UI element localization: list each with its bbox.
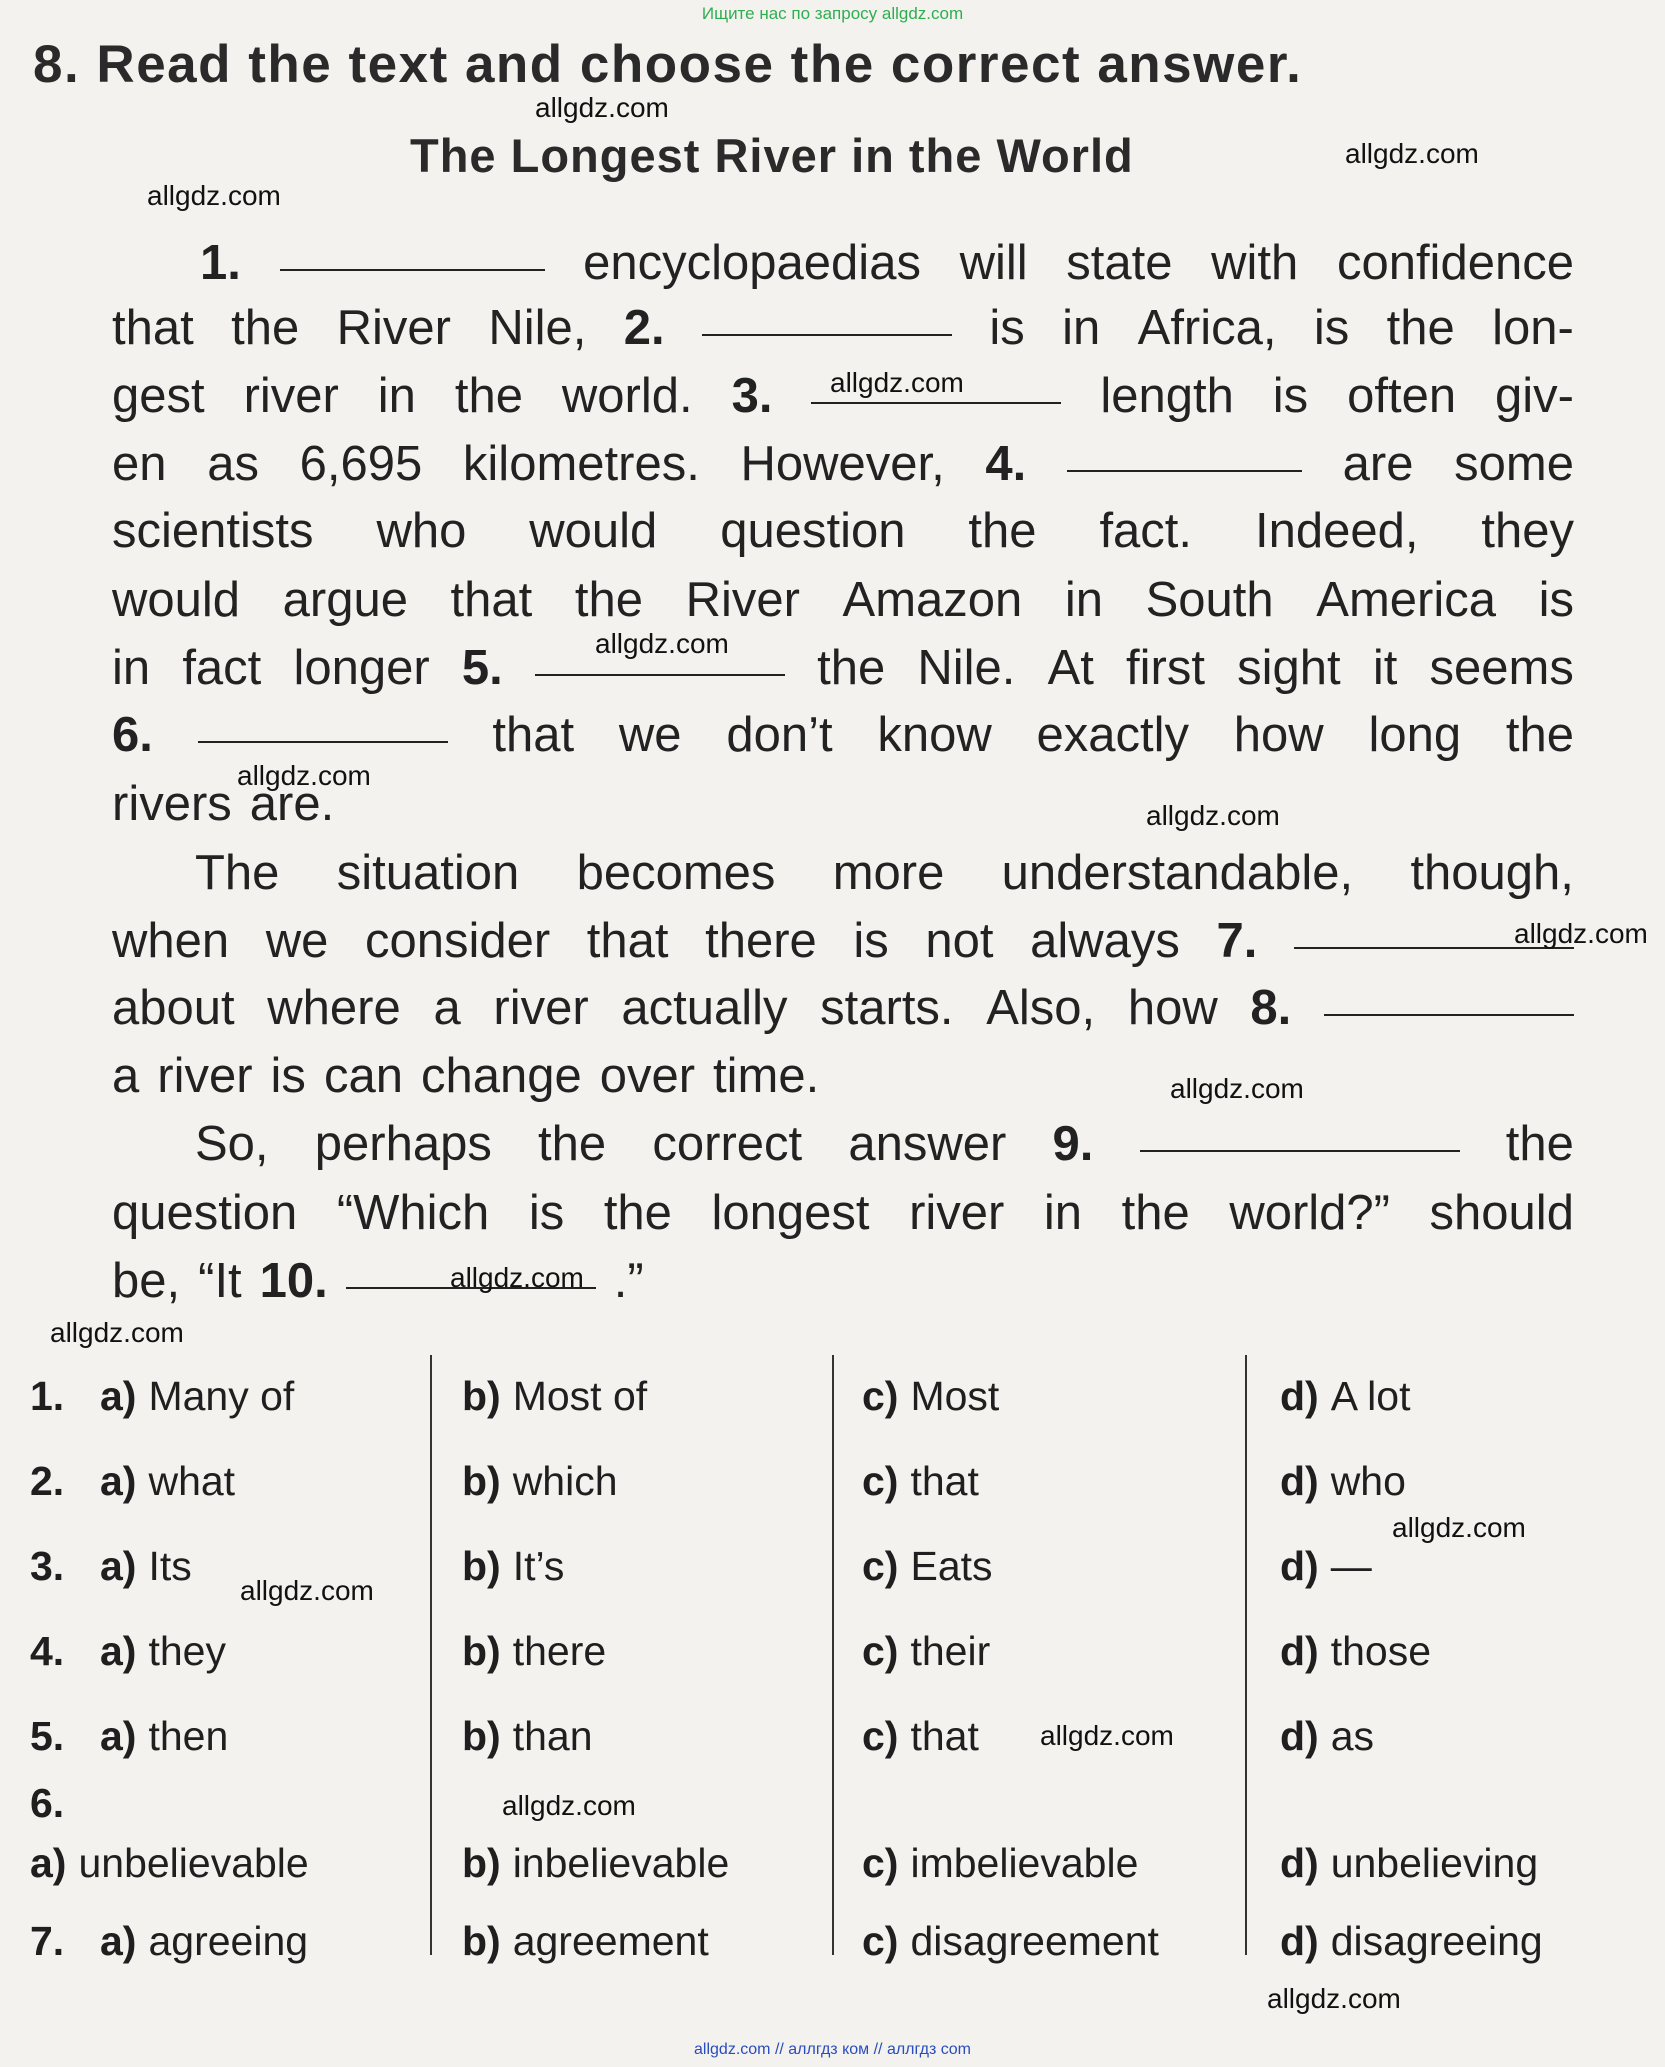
word: time. [713,1049,820,1103]
option-text: than [512,1713,593,1759]
option-letter: a) [100,1713,137,1759]
option-a [30,1628,226,1675]
option-letter: c) [862,1543,899,1589]
word: “Which [336,1186,490,1240]
option-text: disagreement [910,1918,1159,1964]
word: would [529,504,658,558]
option-a [30,1373,295,1420]
word: longest [711,1186,870,1240]
option-b [462,1373,647,1420]
watermark-text: allgdz.com [1267,1983,1401,2014]
word: Also, [986,981,1096,1035]
word: the [817,641,886,695]
word: in [1064,573,1104,627]
word: River [685,573,800,627]
answer-blank [702,298,952,336]
option-row [0,1918,1665,1978]
text-line [112,978,1574,1038]
word: the [1505,1117,1574,1171]
word: we [265,914,329,968]
option-d [1280,1458,1406,1505]
option-row [0,1628,1665,1688]
option-text: there [512,1628,607,1674]
word: how [1233,708,1324,762]
watermark-text: allgdz.com [1392,1512,1526,1543]
word: argue [282,573,408,627]
option-letter: b) [462,1458,501,1504]
word: America [1316,573,1496,627]
option-text: that [910,1458,979,1504]
word: 7. [1216,914,1258,968]
word: kilometres. [462,437,700,491]
word: that [450,573,533,627]
option-letter: b) [462,1713,501,1759]
answer-blank [198,705,448,743]
word: the [454,369,523,423]
text-line [112,298,1574,358]
option-text: as [1330,1713,1375,1759]
option-text: Eats [910,1543,993,1589]
option-letter: a) [100,1373,137,1419]
option-letter: d) [1280,1543,1319,1589]
word: world?” [1229,1186,1390,1240]
text-line [195,843,1574,903]
word: river [243,369,339,423]
word: river [157,1049,253,1103]
word: over [599,1049,696,1103]
word: how [1127,981,1218,1035]
option-text: that [910,1713,979,1759]
option-text: which [512,1458,618,1504]
option-letter: c) [862,1918,899,1964]
option-text: Most of [512,1373,648,1419]
word: the [968,504,1037,558]
word: who [376,504,467,558]
word: scientists [112,504,314,558]
option-letter: d) [1280,1840,1319,1886]
option-c [862,1628,990,1675]
word: can [323,1049,403,1103]
word: Amazon [842,573,1023,627]
option-row [0,1713,1665,1773]
word: is [1313,301,1350,355]
top-banner: Ищите нас по запросу allgdz.com [701,4,964,23]
word: are. [249,777,335,831]
word: “It [198,1254,242,1308]
word: more [832,846,945,900]
word: is [1538,573,1574,627]
word: situation [336,846,520,900]
option-a [30,1840,309,1887]
word: would [112,573,241,627]
word: world. [561,369,693,423]
word: they [1481,504,1574,558]
word: a [112,1049,140,1103]
word: en [112,437,167,491]
word: with [1211,236,1299,290]
word: the [1386,301,1455,355]
text-line [112,705,1574,765]
option-b [462,1840,729,1887]
watermark-text: allgdz.com [1040,1720,1174,1751]
option-text: inbelievable [512,1840,730,1886]
word: correct [652,1117,803,1171]
word: in [112,641,151,695]
word: where [267,981,401,1035]
word: a [433,981,461,1035]
word: when [112,914,230,968]
text-line [112,1046,1574,1106]
answer-blank [1067,434,1302,472]
word: 10. [259,1254,328,1308]
option-b [462,1628,606,1675]
word: So, [195,1117,269,1171]
option-letter: d) [1280,1373,1319,1419]
word: that [586,914,669,968]
option-letter: d) [1280,1918,1319,1964]
option-text: what [148,1458,236,1504]
word: about [112,981,235,1035]
word: is [528,1186,565,1240]
watermark-text: allgdz.com [535,92,669,123]
answer-blank [1324,978,1574,1016]
option-letter: b) [462,1543,501,1589]
option-text: imbelievable [910,1840,1139,1886]
option-text: agreement [512,1918,709,1964]
word: the [574,573,643,627]
option-letter: b) [462,1918,501,1964]
word: At [1047,641,1094,695]
option-letter: a) [100,1628,137,1674]
option-b [462,1918,709,1965]
word: seems [1429,641,1574,695]
option-d [1280,1543,1372,1590]
word: Nile, [488,301,587,355]
question-number: 2. [30,1458,65,1504]
option-c [862,1840,1138,1887]
watermark-text: allgdz.com [240,1575,374,1606]
word: not [925,914,994,968]
option-text: A lot [1330,1373,1411,1419]
word: perhaps [314,1117,492,1171]
word: 6. [112,708,153,762]
word: 2. [623,301,665,355]
option-letter: a) [30,1840,67,1886]
option-c [862,1713,979,1760]
option-text: — [1330,1543,1372,1589]
option-text: those [1330,1628,1432,1674]
option-letter: b) [462,1373,501,1419]
option-b [462,1458,618,1505]
word: the [603,1186,672,1240]
option-text: unbelievable [78,1840,309,1886]
option-d [1280,1713,1374,1760]
option-c [862,1458,979,1505]
option-text: Many of [148,1373,295,1419]
word: Africa, [1137,301,1277,355]
option-text: then [148,1713,229,1759]
word: don’t [726,708,833,762]
option-row [0,1458,1665,1518]
watermark-text: allgdz.com [502,1790,636,1821]
option-letter: d) [1280,1713,1319,1759]
option-text: It’s [512,1543,565,1589]
watermark-text: allgdz.com [830,367,964,398]
text-line [112,1251,1574,1311]
option-row [0,1373,1665,1433]
watermark-text: allgdz.com [1170,1073,1304,1104]
question-number: 1. [30,1373,65,1419]
question-number: 4. [30,1628,65,1674]
word: .” [613,1254,644,1308]
word: is [270,1049,306,1103]
word: 1. [200,236,241,290]
watermark-text: allgdz.com [595,628,729,659]
text-line [112,911,1574,971]
word: However, [740,437,945,491]
word: question [112,1186,298,1240]
word: consider [364,914,551,968]
word: sight [1237,641,1341,695]
option-text: Most [910,1373,1000,1419]
word: often [1347,369,1457,423]
option-letter: c) [862,1713,899,1759]
word: will [959,236,1028,290]
word: river [493,981,589,1035]
option-letter: a) [100,1918,137,1964]
watermark-text: allgdz.com [50,1317,184,1348]
option-text: their [910,1628,991,1674]
word: is [853,914,889,968]
word: question [720,504,906,558]
word: 8. [1250,981,1292,1035]
word: in [1062,301,1101,355]
option-d [1280,1840,1538,1887]
option-letter: d) [1280,1458,1319,1504]
question-number: 5. [30,1713,65,1759]
footer: allgdz.com // аллгдз ком // аллгдз com [694,2041,971,2058]
answer-blank [280,233,545,271]
word: 4. [985,437,1027,491]
word: be, [112,1254,181,1308]
option-a [30,1713,229,1760]
word: in [1043,1186,1083,1240]
word: 5. [461,641,503,695]
word: there [705,914,817,968]
word: giv- [1495,369,1574,423]
option-text: they [148,1628,226,1674]
exercise-heading: 8. Read the text and choose the correct answer. [33,35,1303,94]
option-letter: c) [862,1458,899,1504]
option-letter: c) [862,1628,899,1674]
option-letter: c) [862,1840,899,1886]
option-d [1280,1918,1543,1965]
option-text: unbelieving [1330,1840,1539,1886]
word: the [1121,1186,1190,1240]
word: exactly [1036,708,1190,762]
text-line [112,501,1574,561]
word: change [420,1049,582,1103]
word: fact [182,641,262,695]
word: 6,695 [299,437,423,491]
word: 9. [1052,1117,1094,1171]
option-a [30,1458,236,1505]
word: though, [1410,846,1574,900]
watermark-text: allgdz.com [237,760,371,791]
word: fact. [1099,504,1193,558]
word: lon- [1492,301,1574,355]
word: the [538,1117,607,1171]
word: first [1126,641,1205,695]
word: Indeed, [1254,504,1419,558]
watermark-text: allgdz.com [147,180,281,211]
question-number: 3. [30,1543,65,1589]
option-c [862,1918,1159,1965]
question-number: 7. [30,1918,65,1964]
text-line [112,1183,1574,1243]
word: it [1372,641,1398,695]
watermark-text: allgdz.com [1514,918,1648,949]
word: know [877,708,992,762]
word: that [112,301,194,355]
option-d [1280,1628,1431,1675]
text-line [112,638,1574,698]
word: South [1145,573,1274,627]
word: the [231,301,300,355]
text-line [112,570,1574,630]
text-line [200,233,1574,293]
word: length [1100,369,1234,423]
word: rivers [112,777,232,831]
word: the [1505,708,1574,762]
option-letter: b) [462,1628,501,1674]
text-line [195,1114,1574,1174]
option-b [462,1713,593,1760]
word: we [618,708,682,762]
word: The [195,846,280,900]
word: always [1030,914,1180,968]
word: as [207,437,259,491]
word: longer [293,641,430,695]
word: starts. [820,981,954,1035]
option-text: agreeing [148,1918,309,1964]
word: actually [621,981,788,1035]
option-d [1280,1373,1410,1420]
option-a [30,1543,192,1590]
option-text: Its [148,1543,192,1589]
article-title: The Longest River in the World [410,129,1134,182]
word: becomes [576,846,776,900]
word: understandable, [1001,846,1354,900]
option-c [862,1543,993,1590]
option-c [862,1373,999,1420]
word: state [1066,236,1173,290]
option-letter: d) [1280,1628,1319,1674]
option-text: who [1330,1458,1406,1504]
option-b [462,1543,564,1590]
word: in [377,369,416,423]
option-letter: a) [100,1458,137,1504]
question-number: 6. [30,1780,65,1826]
answer-blank [1140,1114,1460,1152]
word: river [909,1186,1005,1240]
text-line [112,434,1574,494]
word: that [492,708,575,762]
option-letter: a) [100,1543,137,1589]
word: long [1368,708,1462,762]
watermark-text: allgdz.com [1345,138,1479,169]
watermark-text: allgdz.com [450,1262,584,1293]
word: is [1272,369,1309,423]
word: River [336,301,451,355]
watermark-text: allgdz.com [1146,800,1280,831]
word: some [1454,437,1574,491]
word: is [989,301,1025,355]
word: 3. [731,369,773,423]
option-a [30,1918,309,1965]
option-text: disagreeing [1330,1918,1543,1964]
word: answer [848,1117,1007,1171]
word: confidence [1336,236,1574,290]
word: should [1429,1186,1574,1240]
word: Nile. [917,641,1016,695]
word: are [1342,437,1414,491]
word: encyclopaedias [583,236,921,290]
option-letter: b) [462,1840,501,1886]
word: gest [112,369,205,423]
option-letter: c) [862,1373,899,1419]
